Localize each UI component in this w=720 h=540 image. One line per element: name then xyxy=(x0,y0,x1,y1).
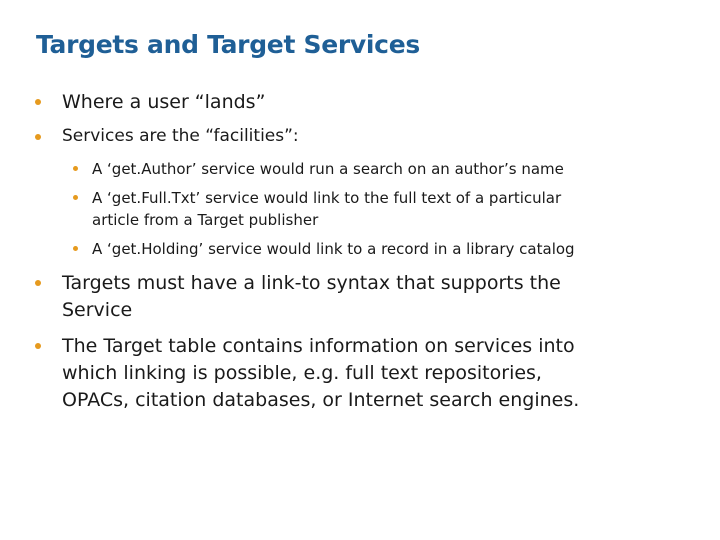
bullet-dot-icon xyxy=(35,343,41,349)
bullet-text: Where a user “lands” xyxy=(62,91,266,113)
sub-bullet-get-author xyxy=(92,158,564,180)
bullet-where-user-lands xyxy=(62,90,265,114)
sub-bullet-get-full-txt xyxy=(92,187,561,231)
bullet-text-line-2: Service xyxy=(62,299,133,321)
sub-bullet-get-holding xyxy=(92,238,575,260)
bullet-text-line-3: OPACs, citation databases, or Internet search engines. xyxy=(62,389,580,411)
bullet-dot-icon xyxy=(73,195,78,200)
bullet-text: A ‘get.Holding’ service would link to a record in a library catalog xyxy=(92,240,575,258)
bullet-dot-icon xyxy=(35,99,41,105)
bullet-text-line-2: which linking is possible, e.g. full text repositories, xyxy=(62,362,542,384)
bullet-text-line-1: A ‘get.Full.Txt’ service would link to the full text of a particular xyxy=(92,189,562,207)
bullet-dot-icon xyxy=(35,134,41,140)
slide-title: Targets and Target Services xyxy=(36,30,420,59)
bullet-dot-icon xyxy=(73,166,78,171)
bullet-dot-icon xyxy=(73,246,78,251)
bullet-text-line-1: The Target table contains information on services into xyxy=(62,335,575,357)
bullet-text-line-1: Targets must have a link-to syntax that supports the xyxy=(62,272,561,294)
bullet-text: A ‘get.Author’ service would run a search on an author’s name xyxy=(92,160,564,178)
bullet-text-line-2: article from a Target publisher xyxy=(92,211,319,229)
bullet-text: Services are the “facilities”: xyxy=(62,126,299,146)
bullet-services-facilities xyxy=(62,125,299,147)
bullet-target-table xyxy=(62,333,579,414)
bullet-dot-icon xyxy=(35,280,41,286)
bullet-targets-link-to-syntax xyxy=(62,270,561,324)
